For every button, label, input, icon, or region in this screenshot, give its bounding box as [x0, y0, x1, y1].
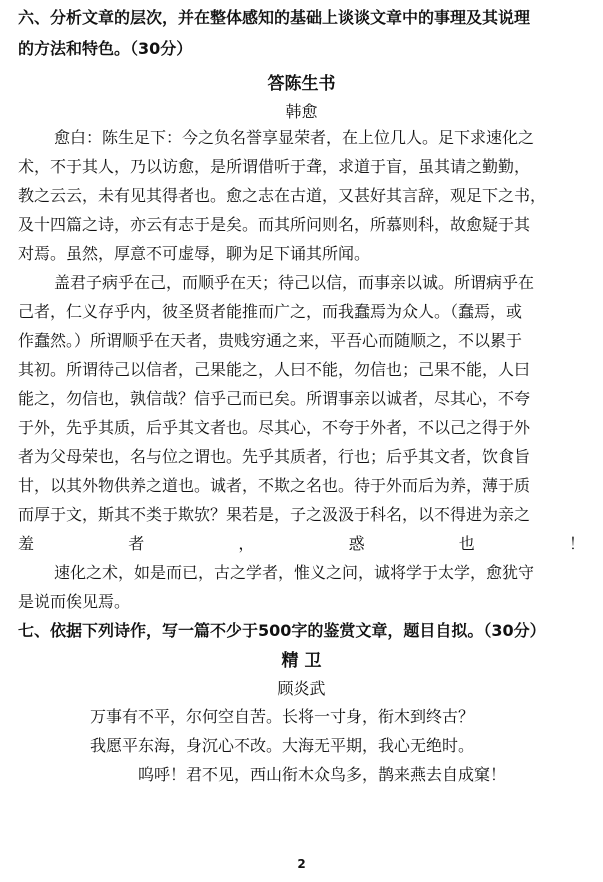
essay-p1-line: 对焉。虽然，厚意不可虚辱，聊为足下诵其所闻。 — [18, 244, 371, 263]
essay-p2-line: 其初。所谓待己以信者，己果能之，人曰不能，勿信也；己果不能，人曰 — [18, 360, 531, 379]
poem-line: 呜呼！君不见，西山衔木众鸟多，鹊来燕去自成窠！ — [138, 765, 507, 784]
essay-p2-last-line — [18, 534, 585, 554]
spaced-char: 也 — [458, 534, 475, 553]
question-6-line-2: 的方法和特色。（30分） — [18, 39, 193, 58]
poem-author: 顾炎武 — [277, 679, 326, 698]
question-6-line-1: 六、分析文章的层次，并在整体感知的基础上谈谈文章中的事理及其说理 — [18, 8, 531, 27]
poem-line: 我愿平东海，身沉心不改。大海无平期，我心无绝时。 — [90, 736, 475, 755]
question-7-line-1: 七、依据下列诗作，写一篇不少于500字的鉴赏文章，题目自拟。（30分） — [18, 621, 546, 640]
spaced-char: ！ — [568, 534, 585, 553]
essay-p1-line: 术，不于其人，乃以访愈，是所谓借听于聋，求道于盲，虽其请之勤勤， — [18, 157, 531, 176]
essay-author: 韩愈 — [285, 102, 318, 121]
spaced-char: 羞 — [18, 534, 35, 553]
essay-p2-line: 而厚于文，斯其不类于欺欤？果若是，子之汲汲于科名，以不得进为亲之 — [18, 505, 531, 524]
essay-p2-line: 盖君子病乎在己，而顺乎在天；待己以信，而事亲以诚。所谓病乎在 — [54, 273, 535, 292]
essay-p2-line: 能之，勿信也，孰信哉？信乎己而已矣。所谓事亲以诚者，尽其心，不夸 — [18, 389, 531, 408]
essay-p1-line: 教之云云，未有见其得者也。愈之志在古道，又甚好其言辞，观足下之书， — [18, 186, 547, 205]
essay-p3-line: 速化之术，如是而已，古之学者，惟义之问，诚将学于太学，愈犹守 — [54, 563, 535, 582]
essay-p2-line: 甘，以其外物供养之道也。诚者，不欺之名也。待于外而后为养，薄于质 — [18, 476, 531, 495]
poem-line: 万事有不平，尔何空自苦。长将一寸身，衔木到终古？ — [90, 707, 475, 726]
essay-title: 答陈生书 — [267, 74, 336, 94]
essay-p3-line: 是说而俟见焉。 — [18, 592, 131, 611]
essay-p2-line: 己者，仁义存乎内，彼圣贤者能推而广之，而我蠢焉为众人。（蠢焉，或 — [18, 302, 523, 321]
page-number: 2 — [297, 857, 306, 871]
essay-p2-line: 者为父母荣也，名与位之谓也。先乎其质者，行也；后乎其文者，饮食旨 — [18, 447, 531, 466]
essay-p1-line: 愈白：陈生足下：今之负名誉享显荣者，在上位几人。足下求速化之 — [54, 128, 535, 147]
essay-p1-line: 及十四篇之诗，亦云有志于是矣。而其所问则名，所慕则科，故愈疑于其 — [18, 215, 531, 234]
essay-p2-line: 于外，先乎其质，后乎其文者也。尽其心，不夸于外者，不以己之得于外 — [18, 418, 531, 437]
spaced-char: 惑 — [348, 534, 365, 553]
spaced-char: 者 — [128, 534, 145, 553]
poem-title: 精 卫 — [281, 651, 322, 671]
essay-p2-line: 作蠢然。）所谓顺乎在天者，贵贱穷通之来，平吾心而随顺之，不以累于 — [18, 331, 523, 350]
spaced-char: ， — [238, 534, 255, 553]
